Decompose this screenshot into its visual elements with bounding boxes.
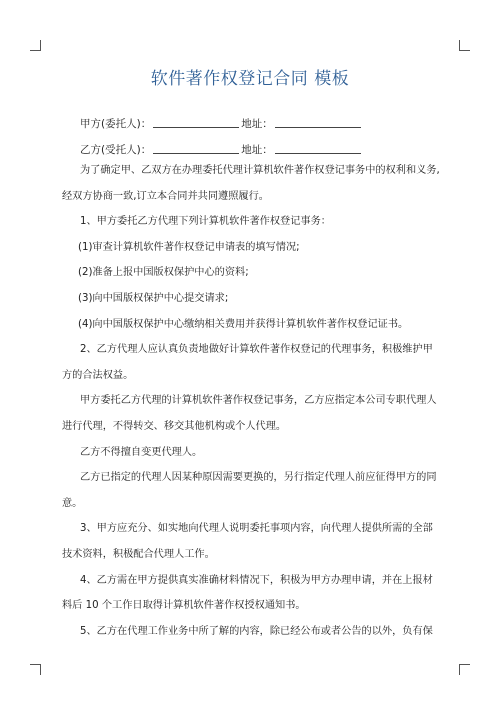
crop-mark-top-left — [30, 40, 41, 51]
text-line: 5、乙方在代理工作业务中所了解的内容，除已经公布或者公告的以外，负有保 — [80, 625, 433, 637]
party-a-address-label: 地址： — [241, 118, 273, 130]
crop-mark-bottom-right — [459, 664, 470, 675]
text-line: 甲方委托乙方代理的计算机软件著作权登记事务，乙方应指定本公司专职代理人 — [80, 395, 437, 407]
party-b-line — [80, 142, 363, 157]
text-line: 2、乙方代理人应认真负责地做好计算软件著作权登记的代理事务，积极维护甲 — [80, 344, 433, 356]
party-a-label: 甲方(委托人)： — [80, 118, 152, 130]
crop-mark-top-right — [459, 40, 470, 51]
contract-body — [62, 158, 447, 644]
text-line: 技术资料，积极配合代理人工作。 — [62, 548, 215, 560]
text-line: 1、甲方委托乙方代理下列计算机软件著作权登记事务： — [80, 216, 331, 228]
text-line: 方的合法权益。 — [62, 369, 134, 381]
party-a-name-field[interactable] — [153, 117, 239, 128]
party-a-line — [80, 116, 363, 131]
text-line: 料后 10 个工作日取得计算机软件著作权授权通知书。 — [62, 600, 306, 612]
text-line: 3、甲方应充分、如实地向代理人说明委托事项内容，向代理人提供所需的全部 — [80, 523, 433, 535]
text-line: 4、乙方需在甲方提供真实准确材料情况下，积极为甲方办理申请，并在上报材 — [80, 574, 433, 586]
text-line: (2)准备上报中国版权保护中心的资料; — [78, 267, 249, 279]
document-title: 软件著作权登记合同 模板 — [150, 69, 350, 89]
text-line: 乙方已指定的代理人因某种原因需要更换的，另行指定代理人前应征得甲方的同 — [80, 472, 437, 484]
text-line: 进行代理，不得转交、移交其他机构或个人代理。 — [62, 420, 287, 432]
text-line: 乙方不得擅自变更代理人。 — [80, 446, 203, 458]
text-line: (3)向中国版权保护中心提交请求; — [78, 292, 229, 304]
text-line: (1)审查计算机软件著作权登记申请表的填写情况; — [78, 241, 300, 253]
party-b-address-label: 地址： — [241, 144, 273, 156]
text-line: (4)向中国版权保护中心缴纳相关费用并获得计算机软件著作权登记证书。 — [78, 318, 409, 330]
party-b-name-field[interactable] — [153, 143, 239, 154]
party-a-address-field[interactable] — [275, 117, 361, 128]
text-line: 经双方协商一致,订立本合同并共同遵照履行。 — [62, 190, 269, 202]
text-line: 意。 — [62, 497, 83, 509]
party-b-address-field[interactable] — [275, 143, 361, 154]
crop-mark-bottom-left — [30, 664, 41, 675]
party-b-label: 乙方(受托人)： — [80, 144, 152, 156]
text-line: 为了确定甲、乙双方在办理委托代理计算机软件著作权登记事务中的权利和义务, — [80, 165, 440, 176]
